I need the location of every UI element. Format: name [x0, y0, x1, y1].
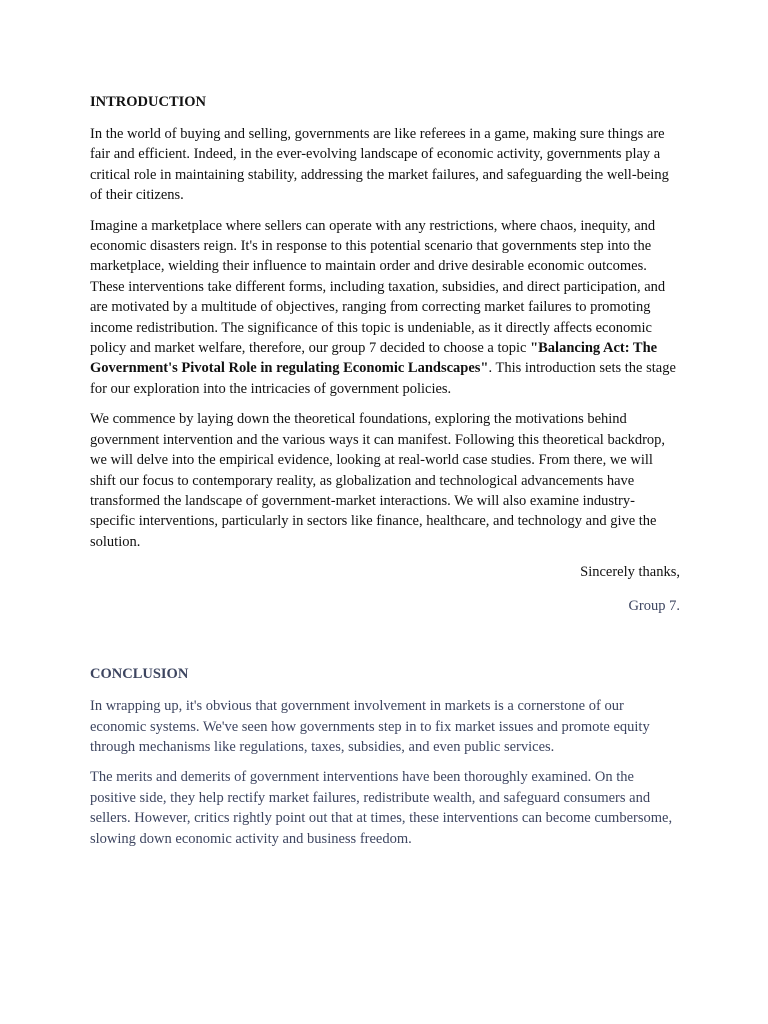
- introduction-heading: INTRODUCTION: [90, 94, 207, 110]
- conclusion-paragraph-2: The merits and demerits of government interventions have been thoroughly examined. On the positive side, they help rectify market failures, redistribute wealth, and safeguard consumers and sellers. However, critics rightly point out that at times, these interventions can become cumbersome, slowing down economic activity and business freedom.: [90, 769, 673, 847]
- conclusion-section: [90, 664, 680, 849]
- conclusion-heading: CONCLUSION: [90, 666, 189, 683]
- introduction-paragraph-2-text-start: Imagine a marketplace where sellers can operate with any restrictions, where chaos, inequity, and economic disasters reign. It's in response to this potential scenario that governments step into the marketplace, wielding their influence to maintain order and drive desirable economic outcomes. These interventions take different forms, including taxation, subsidies, and direct participation, and are motivated by a multitude of objectives, ranging from correcting market failures to promoting income redistribution. The significance of this topic is undeniable, as it directly affects economic policy and market welfare, therefore, our group 7 decided to choose a topic: [90, 217, 666, 357]
- signature: Group 7.: [628, 598, 680, 615]
- conclusion-paragraph-1: In wrapping up, it's obvious that government involvement in markets is a cornerstone of our economic systems. We've seen how governments step in to fix market issues and promote equity through mechanisms like regulations, taxes, subsidies, and even public services.: [90, 698, 650, 755]
- introduction-paragraph-3: We commence by laying down the theoretical foundations, exploring the motivations behind government intervention and the various ways it can manifest. Following this theoretical backdrop, we will delve into the empirical evidence, looking at real-world case studies. From there, we will shift our focus to contemporary reality, as globalization and technological advancements have transformed the landscape of government-market interactions. We will also examine industry-specific interventions, particularly in sectors like finance, healthcare, and technology and give the solution.: [90, 411, 666, 550]
- introduction-section: [90, 92, 680, 616]
- closing-line: Sincerely thanks,: [580, 564, 680, 581]
- introduction-paragraph-1: In the world of buying and selling, governments are like referees in a game, making sure things are fair and efficient. Indeed, in the ever-evolving landscape of economic activity, governments play a critical role in maintaining stability, addressing the market failures, and safeguarding the well-being of their citizens.: [90, 126, 669, 204]
- document-page: [90, 92, 680, 859]
- topic-title: "Balancing Act: The Government's Pivotal Role in regulating Economic Landscapes": [90, 340, 658, 377]
- introduction-paragraph-2-text-end: . This introduction sets the stage for our exploration into the intricacies of government policies.: [90, 360, 676, 397]
- introduction-paragraph-2: [90, 216, 680, 400]
